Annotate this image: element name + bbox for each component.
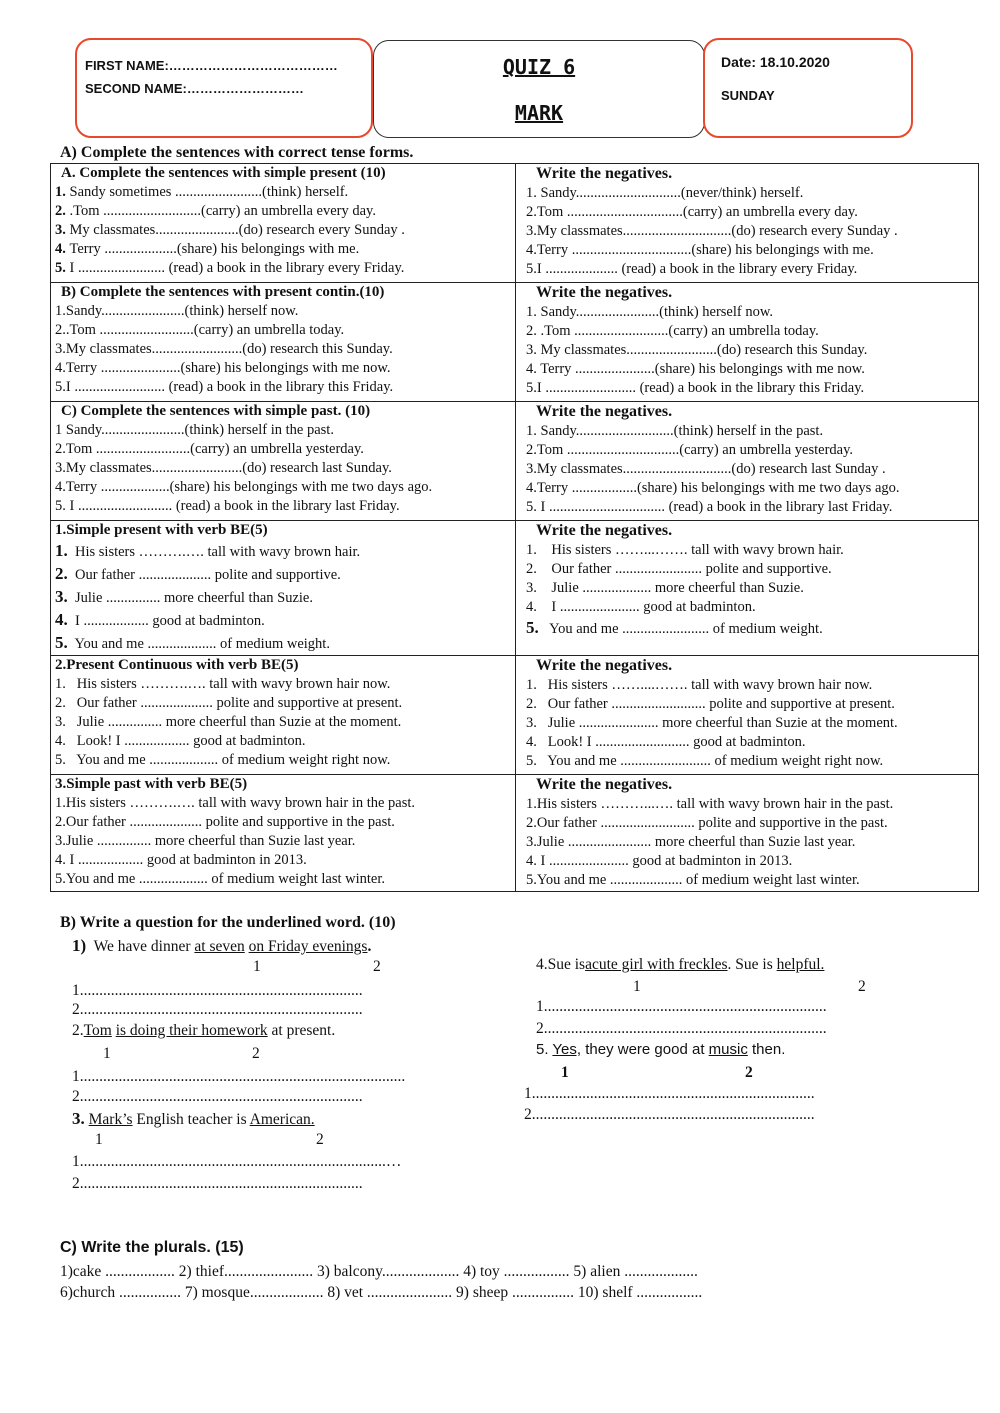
negatives-title: Write the negatives. <box>536 776 673 793</box>
plurals-row: 1)cake .................. 2) thief....................... 3) balcony.................... 4) toy ................. 5) alien ................... <box>60 1263 698 1280</box>
question-2: 2.Tom is doing their homework at present. <box>72 1022 336 1039</box>
mark-label: 1 <box>253 958 261 975</box>
section-c-title: C) Write the plurals. (15) <box>60 1239 244 1256</box>
exercise-line: 5.You and me ................... of medium weight last winter. <box>55 871 385 887</box>
negative-line: 5.I .................... (read) a book in the library every Friday. <box>526 261 858 277</box>
answer-line[interactable]: 1...............................................................................… <box>72 1153 402 1170</box>
exercise-line: 2. Our father .................... polite and supportive at present. <box>55 695 403 711</box>
exercise-line: 2.Tom ..........................(carry) an umbrella yesterday. <box>55 441 364 457</box>
answer-line[interactable]: 1......................................................................... <box>524 1085 815 1102</box>
exercise-line: 5.I ......................... (read) a book in the library this Friday. <box>55 379 394 395</box>
negative-line: 4.Terry ..................(share) his belongings with me two days ago. <box>526 480 900 496</box>
first-name-field[interactable]: FIRST NAME:………………………………… <box>85 58 338 73</box>
negative-line: 4. I ...................... good at badminton. <box>526 599 756 615</box>
exercise-line: 3.Julie ............... more cheerful than Suzie last year. <box>55 833 356 849</box>
negative-line: 1.His sisters ………...…. tall with wavy brown hair in the past. <box>526 796 894 812</box>
answer-line[interactable]: 1.................................................................................... <box>72 1068 406 1085</box>
quiz-box <box>373 40 705 138</box>
answer-line[interactable]: 2......................................................................... <box>524 1106 815 1123</box>
negative-line: 3. Julie ...................... more cheerful than Suzie at the moment. <box>526 715 898 731</box>
exercise-line: 1 Sandy.......................(think) herself in the past. <box>55 422 334 438</box>
negatives-cell <box>516 402 979 521</box>
mark-label: MARK <box>514 101 564 125</box>
exercise-line: 3. Julie ............... more cheerful than Suzie. <box>55 587 313 606</box>
negative-line: 5. You and me ......................... of medium weight right now. <box>526 753 884 769</box>
negatives-cell <box>516 164 979 283</box>
exercise-line: 4. Terry ....................(share) his belongings with me. <box>55 241 360 257</box>
table-row <box>51 656 979 775</box>
mark-label: 2 <box>858 978 866 995</box>
table-row <box>51 521 979 656</box>
exercise-cell <box>51 402 516 521</box>
exercise-table <box>50 163 979 892</box>
answer-line[interactable]: 1......................................................................... <box>536 998 827 1015</box>
negative-line: 4.Terry .................................(share) his belongings with me. <box>526 242 874 258</box>
negatives-title: Write the negatives. <box>536 522 673 539</box>
negative-line: 5.I ......................... (read) a book in the library this Friday. <box>526 380 865 396</box>
negative-line: 1. Sandy.............................(never/think) herself. <box>526 185 804 201</box>
exercise-line: 1. His sisters ……….…. tall with wavy brown hair. <box>55 541 361 560</box>
exercise-line: 5. I .......................... (read) a book in the library last Friday. <box>55 498 400 514</box>
exercise-title: B) Complete the sentences with present contin.(10) <box>61 284 385 300</box>
table-row <box>51 164 979 283</box>
exercise-title: C) Complete the sentences with simple past. (10) <box>61 403 371 419</box>
negatives-title: Write the negatives. <box>536 284 673 301</box>
negatives-title: Write the negatives. <box>536 657 673 674</box>
exercise-cell <box>51 164 516 283</box>
section-a-title: A) Complete the sentences with correct tense forms. <box>60 144 414 161</box>
plurals-row: 6)church ................ 7) mosque................... 8) vet ...................... 9) sheep ................ 10) shelf ................. <box>60 1284 703 1301</box>
exercise-line: 2. .Tom ...........................(carry) an umbrella every day. <box>55 203 376 219</box>
exercise-title: 3.Simple past with verb BE(5) <box>55 776 248 792</box>
negative-line: 3.My classmates..............................(do) research every Sunday . <box>526 223 898 239</box>
negative-line: 2. .Tom ..........................(carry) an umbrella today. <box>526 323 819 339</box>
negative-line: 4. Terry ......................(share) his belongings with me now. <box>526 361 865 377</box>
negative-line: 5. I ................................ (read) a book in the library last Friday. <box>526 499 893 515</box>
exercise-line: 1. His sisters ……….…. tall with wavy brown hair now. <box>55 676 391 692</box>
negative-line: 1. His sisters ……....……. tall with wavy brown hair now. <box>526 677 873 693</box>
exercise-line: 1. Sandy sometimes ........................(think) herself. <box>55 184 349 200</box>
answer-line[interactable]: 2......................................................................... <box>72 1088 363 1105</box>
name-box <box>75 38 373 138</box>
exercise-line: 4. I .................. good at badminton. <box>55 610 265 629</box>
table-row <box>51 283 979 402</box>
negative-line: 3. My classmates.........................(do) research this Sunday. <box>526 342 868 358</box>
answer-line[interactable]: 2......................................................................... <box>536 1020 827 1037</box>
mark-label: 2 <box>745 1064 753 1081</box>
exercise-cell <box>51 283 516 402</box>
negative-line: 3.My classmates..............................(do) research last Sunday . <box>526 461 886 477</box>
exercise-line: 2..Tom ..........................(carry) an umbrella today. <box>55 322 345 338</box>
question-3: 3. Mark’s English teacher is American. <box>72 1109 315 1128</box>
answer-line[interactable]: 2......................................................................... <box>72 1175 363 1192</box>
exercise-cell <box>51 775 516 892</box>
exercise-line: 4.Terry ...................(share) his belongings with me two days ago. <box>55 479 433 495</box>
exercise-line: 2.Our father .................... polite and supportive in the past. <box>55 814 395 830</box>
second-name-field[interactable]: SECOND NAME:……………………… <box>85 81 304 96</box>
exercise-line: 4.Terry ......................(share) his belongings with me now. <box>55 360 391 376</box>
exercise-title: A. Complete the sentences with simple present (10) <box>61 165 386 181</box>
exercise-line: 5. I ........................ (read) a book in the library every Friday. <box>55 260 405 276</box>
negative-line: 2. Our father ........................ polite and supportive. <box>526 561 832 577</box>
negative-line: 1. Sandy...........................(think) herself in the past. <box>526 423 824 439</box>
negative-line: 3.Julie ....................... more cheerful than Suzie last year. <box>526 834 856 850</box>
day-text: SUNDAY <box>721 88 775 103</box>
exercise-title: 1.Simple present with verb BE(5) <box>55 522 268 538</box>
question-4: 4.Sue isacute girl with freckles. Sue is helpful. <box>536 956 825 973</box>
negative-line: 1. His sisters ……...……. tall with wavy brown hair. <box>526 542 844 558</box>
exercise-line: 3.My classmates.........................(do) research last Sunday. <box>55 460 392 476</box>
quiz-title: QUIZ 6 <box>502 55 576 79</box>
negative-line: 5.You and me .................... of medium weight last winter. <box>526 872 860 888</box>
exercise-line: 3. Julie ............... more cheerful than Suzie at the moment. <box>55 714 402 730</box>
exercise-line: 1.His sisters ……….…. tall with wavy brown hair in the past. <box>55 795 416 811</box>
question-1: 1) We have dinner at seven on Friday evenings. <box>72 936 372 955</box>
exercise-cell <box>51 521 516 656</box>
table-row <box>51 402 979 521</box>
exercise-line: 1.Sandy.......................(think) herself now. <box>55 303 299 319</box>
exercise-line: 4. Look! I .................. good at badminton. <box>55 733 306 749</box>
negatives-cell <box>516 656 979 775</box>
negative-line: 5. You and me ........................ of medium weight. <box>526 618 823 637</box>
mark-label: 1 <box>633 978 641 995</box>
mark-label: 2 <box>252 1045 260 1062</box>
negative-line: 2. Our father .......................... polite and supportive at present. <box>526 696 895 712</box>
exercise-line: 4. I .................. good at badminton in 2013. <box>55 852 307 868</box>
section-b-title: B) Write a question for the underlined word. (10) <box>60 914 396 931</box>
exercise-title: 2.Present Continuous with verb BE(5) <box>55 657 299 673</box>
answer-line[interactable]: 2......................................................................... <box>72 1001 363 1018</box>
exercise-line: 2. Our father .................... polite and supportive. <box>55 564 341 583</box>
negatives-cell <box>516 283 979 402</box>
mark-label: 2 <box>316 1131 324 1148</box>
mark-label: 1 <box>103 1045 111 1062</box>
negative-line: 2.Tom ................................(carry) an umbrella every day. <box>526 204 858 220</box>
exercise-line: 3. My classmates.......................(do) research every Sunday . <box>55 222 405 238</box>
negative-line: 2.Our father .......................... polite and supportive in the past. <box>526 815 888 831</box>
negative-line: 4. I ...................... good at badminton in 2013. <box>526 853 793 869</box>
negatives-title: Write the negatives. <box>536 403 673 420</box>
exercise-line: 5. You and me ................... of medium weight right now. <box>55 752 391 768</box>
exercise-line: 5. You and me ................... of medium weight. <box>55 633 330 652</box>
mark-label: 2 <box>373 958 381 975</box>
answer-line[interactable]: 1......................................................................... <box>72 982 363 999</box>
mark-label: 1 <box>95 1131 103 1148</box>
exercise-cell <box>51 656 516 775</box>
negative-line: 3. Julie ................... more cheerful than Suzie. <box>526 580 804 596</box>
mark-label: 1 <box>561 1064 569 1081</box>
negatives-title: Write the negatives. <box>536 165 673 182</box>
table-row <box>51 775 979 892</box>
negatives-cell <box>516 775 979 892</box>
question-5: 5. Yes, they were good at music then. <box>536 1041 786 1058</box>
negative-line: 4. Look! I .......................... good at badminton. <box>526 734 806 750</box>
exercise-line: 3.My classmates.........................(do) research this Sunday. <box>55 341 393 357</box>
date-text: Date: 18.10.2020 <box>721 54 830 70</box>
negative-line: 1. Sandy.......................(think) herself now. <box>526 304 774 320</box>
date-box <box>703 38 913 138</box>
negatives-cell <box>516 521 979 656</box>
negative-line: 2.Tom ...............................(carry) an umbrella yesterday. <box>526 442 854 458</box>
